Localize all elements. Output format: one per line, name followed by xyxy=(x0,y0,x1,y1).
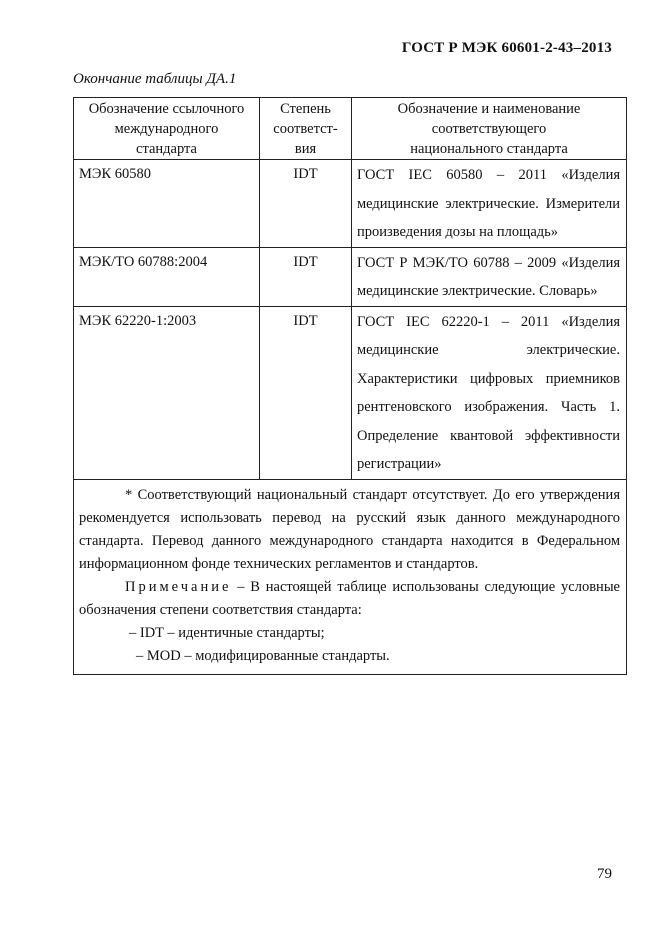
page-number: 79 xyxy=(597,866,612,882)
table-row xyxy=(74,306,627,479)
column-header-reference-standard: Обозначение ссылочного международного стандарта xyxy=(74,98,260,160)
list-item: – MOD – модифицированные стандарты. xyxy=(136,647,390,664)
reference-standard-cell: МЭК/ТО 60788:2004 xyxy=(74,247,260,306)
notes-cell xyxy=(74,479,627,674)
degree-cell: IDT xyxy=(260,247,352,306)
note-label: Примечание xyxy=(125,578,232,595)
reference-standard-cell: МЭК 60580 xyxy=(74,160,260,248)
list-item: – IDT – идентичные стандарты; xyxy=(129,624,325,641)
degree-cell: IDT xyxy=(260,160,352,248)
degree-cell: IDT xyxy=(260,306,352,479)
note-paragraph xyxy=(79,576,620,622)
note-text: – В настоящей таблице использованы следующие условные обозначения степени соответствия стандарта: xyxy=(79,578,620,618)
table-caption: Окончание таблицы ДА.1 xyxy=(73,71,237,87)
national-standard-cell: ГОСТ IEC 62220-1 – 2011 «Изделия медицинские электрические. Характеристики цифровых приемников рентгеновского изображения. Часть 1. Определение квантовой эффективности регистрации» xyxy=(352,306,627,479)
reference-standard-cell: МЭК 62220-1:2003 xyxy=(74,306,260,479)
national-standard-cell: ГОСТ IEC 60580 – 2011 «Изделия медицинские электрические. Измерители произведения дозы на площадь» xyxy=(352,160,627,248)
notes-row xyxy=(74,479,627,674)
column-header-national-standard: Обозначение и наименование соответствующего национального стандарта xyxy=(352,98,627,160)
standards-table xyxy=(73,97,627,675)
table-row xyxy=(74,160,627,248)
column-header-degree: Степень соответст- вия xyxy=(260,98,352,160)
document-header: ГОСТ Р МЭК 60601-2-43–2013 xyxy=(401,40,612,56)
table-row xyxy=(74,247,627,306)
table-header-row xyxy=(74,98,627,160)
footnote-text: * Соответствующий национальный стандарт отсутствует. До его утверждения рекомендуется использовать перевод на русский язык данного международного стандарта. Перевод данного международного стандарта находится в Федеральном информационном фонде технических регламентов и стандартов. xyxy=(79,486,620,572)
national-standard-cell: ГОСТ Р МЭК/ТО 60788 – 2009 «Изделия медицинские электрические. Словарь» xyxy=(352,247,627,306)
